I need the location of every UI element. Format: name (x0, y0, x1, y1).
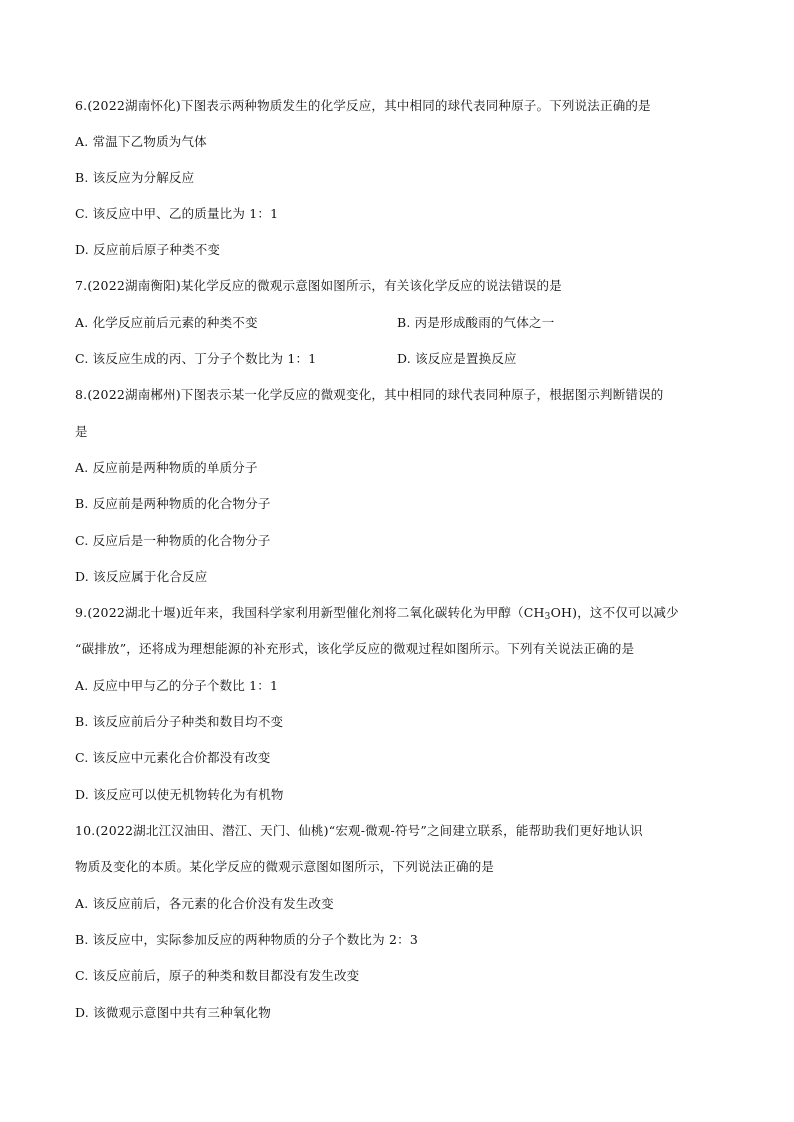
question-8-option-c: C. 反应后是一种物质的化合物分子 (75, 533, 271, 548)
question-7-option-d: D. 该反应是置换反应 (397, 351, 517, 366)
question-10-option-b: B. 该反应中，实际参加反应的两种物质的分子个数比为 2：3 (75, 932, 419, 947)
question-10-stem-line1: 10.(2022湖北江汉油田、潜江、天门、仙桃)“宏观-微观-符号”之间建立联系，能帮助我们更好地认识 (75, 823, 643, 838)
question-9-option-a: A. 反应中甲与乙的分子个数比 1：1 (75, 678, 279, 693)
question-7-stem: 7.(2022湖南衡阳)某化学反应的微观示意图如图所示，有关该化学反应的说法错误的是 (75, 278, 562, 293)
question-8-option-b: B. 反应前是两种物质的化合物分子 (75, 496, 271, 511)
question-9-option-d: D. 该反应可以使无机物转化为有机物 (75, 787, 284, 802)
question-6-option-d: D. 反应前后原子种类不变 (75, 242, 221, 257)
question-6-option-a: A. 常温下乙物质为气体 (75, 134, 207, 149)
question-9-option-c: C. 该反应中元素化合价都没有改变 (75, 750, 271, 765)
question-10-stem-line2: 物质及变化的本质。某化学反应的微观示意图如图所示，下列说法正确的是 (75, 859, 495, 874)
question-9-stem-line1-part-a: 9.(2022湖北十堰)近年来，我国科学家利用新型催化剂将二氧化碳转化为甲醇（CH (75, 605, 545, 620)
question-8-option-d: D. 该反应属于化合反应 (75, 569, 208, 584)
question-8-stem-line2: 是 (75, 424, 88, 439)
question-9-option-b: B. 该反应前后分子种类和数目均不变 (75, 714, 284, 729)
question-9-stem-line1 (75, 605, 679, 625)
question-7-option-b: B. 丙是形成酸雨的气体之一 (397, 315, 555, 330)
question-8-option-a: A. 反应前是两种物质的单质分子 (75, 460, 258, 475)
question-6-stem: 6.(2022湖南怀化)下图表示两种物质发生的化学反应，其中相同的球代表同种原子。下列说法正确的是 (75, 98, 651, 113)
question-9-stem-line2: “碳排放”，还将成为理想能源的补充形式，该化学反应的微观过程如图所示。下列有关说法正确的是 (75, 641, 635, 656)
question-9-stem-line1-part-b: OH)，这不仅可以减少 (550, 605, 679, 620)
question-9-subscript: 3 (544, 612, 551, 622)
question-10-option-c: C. 该反应前后，原子的种类和数目都没有发生改变 (75, 968, 360, 983)
question-10-option-a: A. 该反应前后，各元素的化合价没有发生改变 (75, 896, 334, 911)
question-7-option-a: A. 化学反应前后元素的种类不变 (75, 315, 258, 330)
question-7-option-c: C. 该反应生成的丙、丁分子个数比为 1：1 (75, 351, 317, 366)
question-6-option-b: B. 该反应为分解反应 (75, 170, 195, 185)
question-8-stem-line1: 8.(2022湖南郴州)下图表示某一化学反应的微观变化，其中相同的球代表同种原子，根据图示判断错误的 (75, 387, 664, 402)
question-10-option-d: D. 该微观示意图中共有三种氧化物 (75, 1005, 271, 1020)
question-6-option-c: C. 该反应中甲、乙的质量比为 1：1 (75, 206, 279, 221)
